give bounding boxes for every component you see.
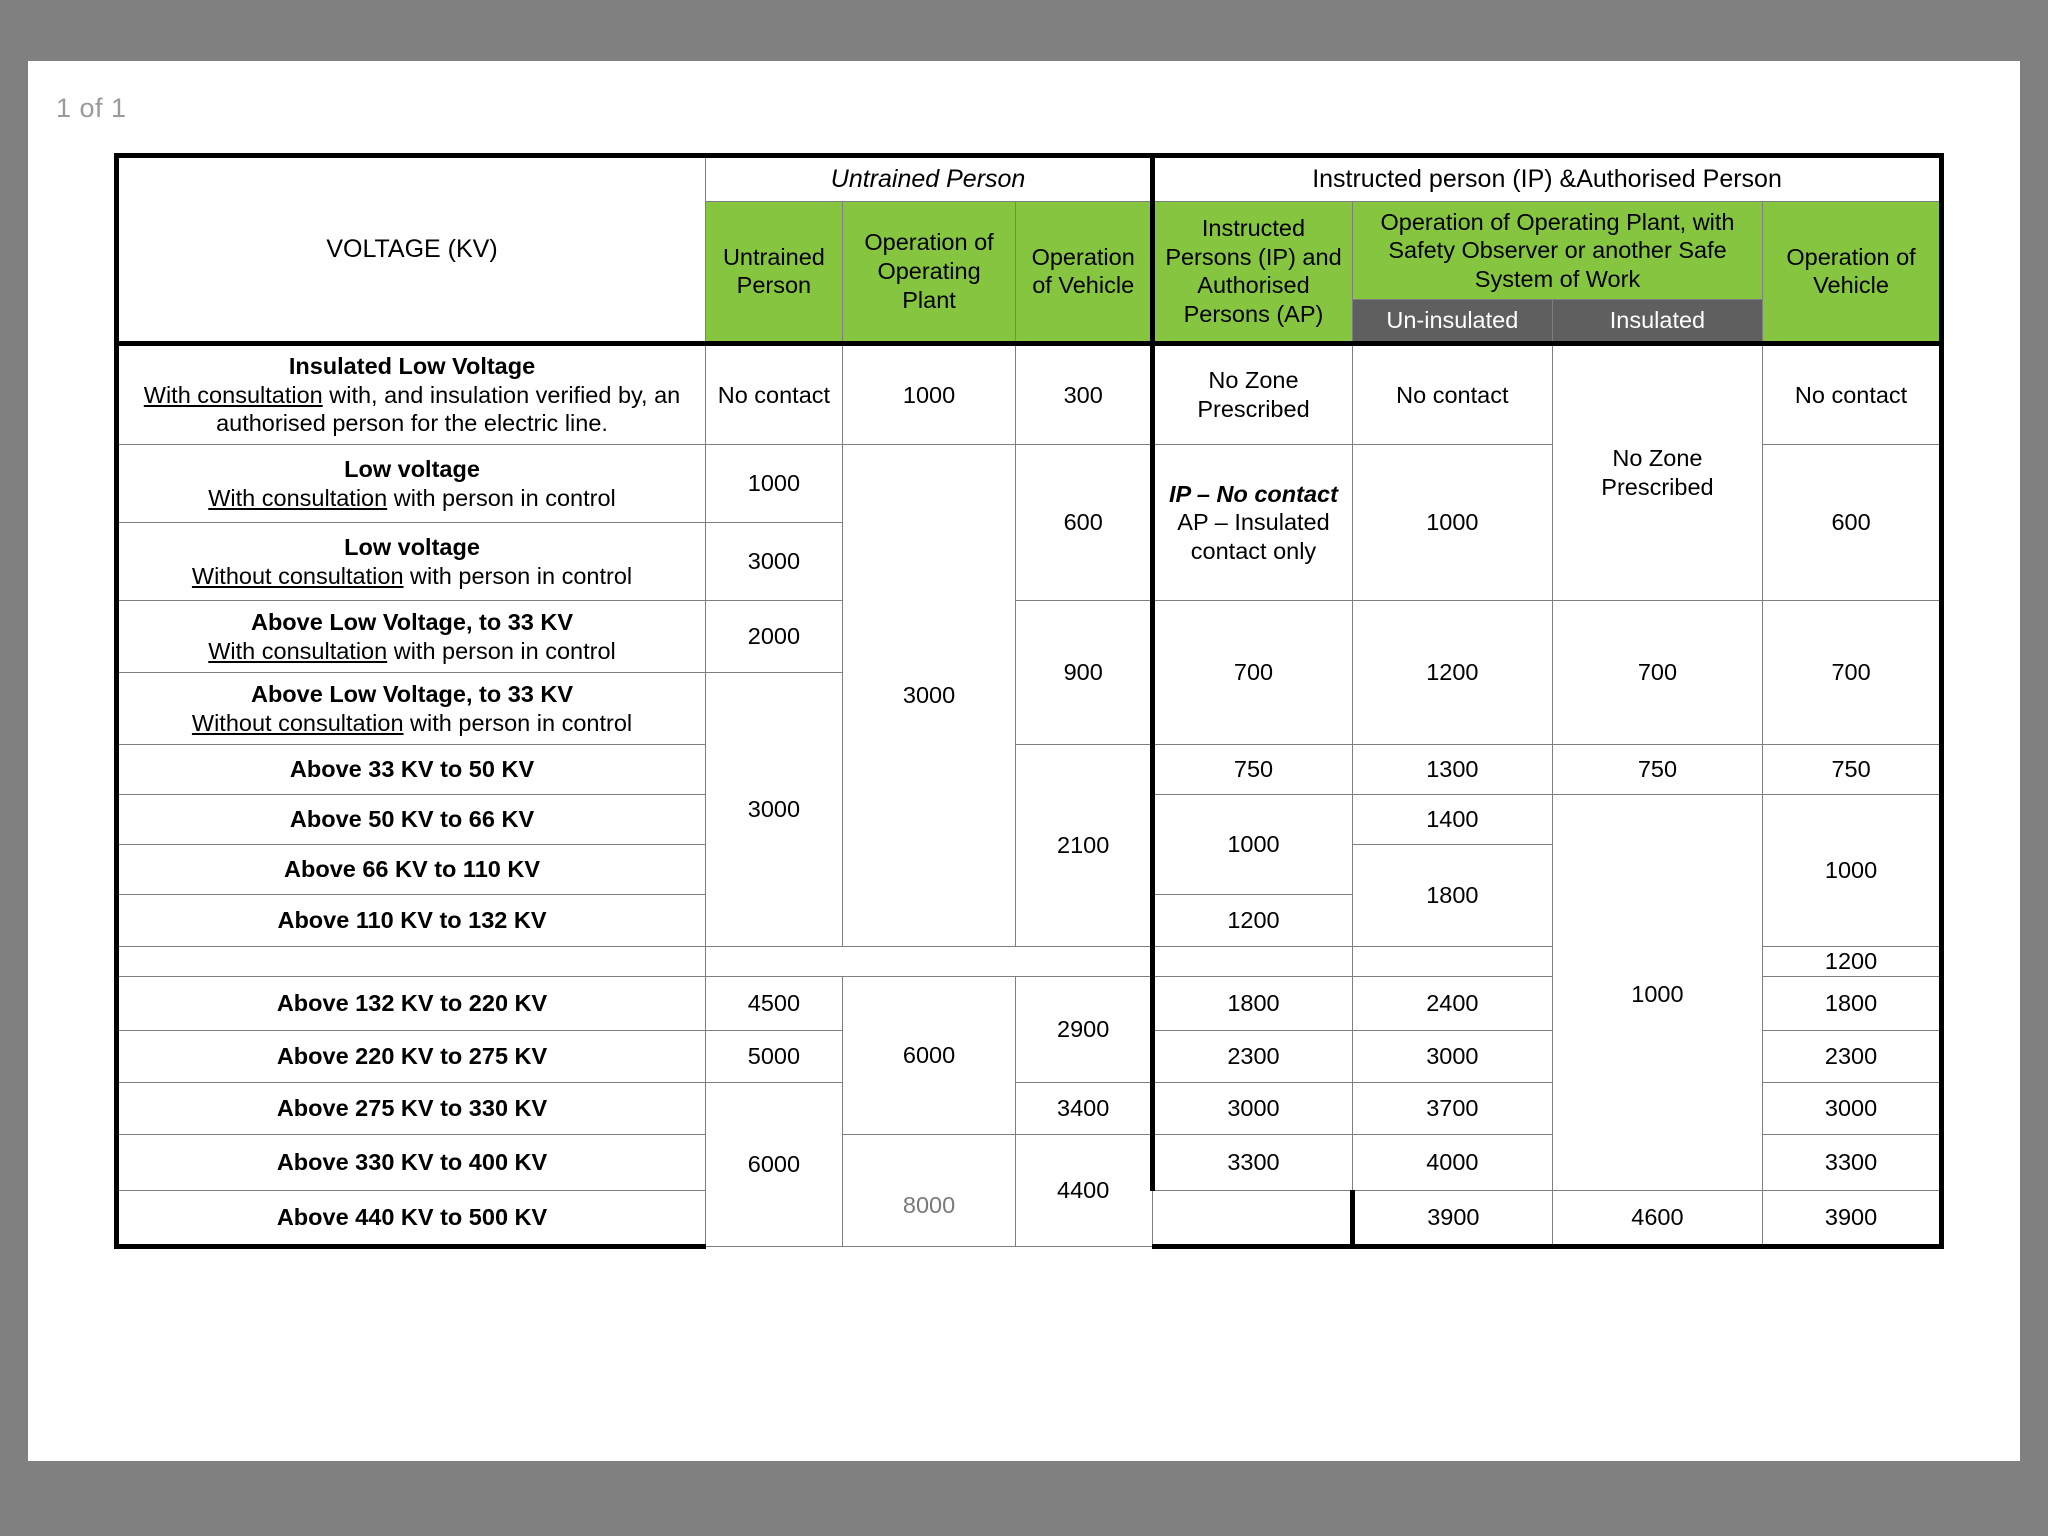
cell-plant-uninsulated-r10: 3000 (1352, 1030, 1552, 1082)
row-subtitle-underlined: With consultation (208, 637, 388, 664)
row-subtitle-underlined: Without consultation (191, 562, 404, 589)
group-header-untrained-person: Untrained Person (706, 156, 1153, 202)
cell-ip-ap-r5: 750 (1153, 745, 1353, 795)
row-label-above-lv-33kv-with-consultation (117, 601, 706, 673)
row-title: Above Low Voltage, to 33 KV (250, 608, 574, 635)
cell-ip-ap-r11: 3000 (1153, 1082, 1353, 1134)
cell-plant-insulated-r0-r2: No Zone Prescribed (1552, 344, 1762, 601)
subcol-header-un-insulated: Un-insulated (1352, 300, 1552, 344)
cell-ip-ap-r6-r7: 1000 (1153, 795, 1353, 895)
row-subtitle-underlined: With consultation (143, 381, 323, 408)
cell-untrained-vehicle-r5-r8: 2100 (1016, 745, 1153, 947)
cell-untrained-plant-r1-r8: 3000 (842, 445, 1016, 947)
col-header-untrained-operating-plant: Operation of Operating Plant (842, 201, 1016, 344)
cell-ip-ap-r13: 3900 (1352, 1190, 1552, 1246)
cell-ip-vehicle-r12: 3300 (1763, 1134, 1942, 1190)
cell-ip-vehicle-r9: 1800 (1763, 976, 1942, 1030)
cell-plant-insulated-r6-r13: 1000 (1552, 795, 1762, 1191)
cell-ip-ap-r1-r2 (1153, 445, 1353, 601)
cell-plant-insulated-r5: 750 (1552, 745, 1762, 795)
document-page (28, 61, 2020, 1461)
row-subtitle (126, 381, 698, 438)
cell-ip-vehicle-r10: 2300 (1763, 1030, 1942, 1082)
cell-untrained-vehicle-r3-r4: 900 (1016, 601, 1153, 745)
cell-plant-insulated-r3-r4: 700 (1552, 601, 1762, 745)
cell-plant-uninsulated-r7-r8: 1800 (1352, 845, 1552, 947)
row-title: Above 110 KV to 132 KV (277, 907, 547, 934)
row-label-above-33kv-50kv (117, 745, 706, 795)
col-header-operating-plant-safety-observer: Operation of Operating Plant, with Safety Observer or another Safe System of Work (1352, 201, 1762, 300)
cell-ip-ap-r0: No Zone Prescribed (1153, 344, 1353, 445)
row-title: Insulated Low Voltage (288, 353, 536, 380)
ip-no-contact-line: IP – No contact (1169, 480, 1338, 507)
row-label-above-50kv-66kv (117, 795, 706, 845)
row-label-above-132kv-220kv (117, 976, 706, 1030)
spacer-d (1153, 947, 1353, 977)
table-row (117, 344, 1942, 445)
corner-header-voltage: VOLTAGE (KV) (117, 156, 706, 344)
table-row (117, 601, 1942, 673)
cell-untrained-vehicle-r1-r2: 600 (1016, 445, 1153, 601)
cell-plant-uninsulated-r13: 4600 (1552, 1190, 1762, 1246)
cell-ip-ap-r13-left-spacer (1153, 1190, 1353, 1246)
table-row (117, 745, 1942, 795)
col-header-ip-vehicle: Operation of Vehicle (1763, 201, 1942, 344)
cell-ip-ap-r10: 2300 (1153, 1030, 1353, 1082)
cell-plant-uninsulated-r6: 1400 (1352, 795, 1552, 845)
col-header-untrained-person: Untrained Person (706, 201, 843, 344)
row-label-insulated-low-voltage (117, 344, 706, 445)
row-subtitle (126, 562, 698, 591)
cell-plant-uninsulated-r9: 2400 (1352, 976, 1552, 1030)
row-subtitle-rest: with person in control (403, 562, 633, 589)
cell-untrained-vehicle-r11: 3400 (1016, 1082, 1153, 1134)
cell-ip-vehicle-r11: 3000 (1763, 1082, 1942, 1134)
row-title: Low voltage (344, 455, 480, 482)
cell-untrained-person-r4-r8: 3000 (706, 673, 843, 947)
row-label-above-330kv-400kv (117, 1134, 706, 1190)
row-label-low-voltage-with-consultation (117, 445, 706, 523)
cell-untrained-vehicle-r12-r13: 4400 (1016, 1134, 1153, 1246)
cell-ip-vehicle-r3-r4: 700 (1763, 601, 1942, 745)
row-subtitle-rest: with person in control (387, 484, 616, 511)
page-indicator: 1 of 1 (56, 93, 127, 123)
cell-untrained-person-r2: 3000 (706, 523, 843, 601)
row-label-above-110kv-132kv (117, 895, 706, 947)
cell-untrained-person-r3: 2000 (706, 601, 843, 673)
row-label-above-lv-33kv-without-consultation (117, 673, 706, 745)
cell-plant-uninsulated-r5: 1300 (1352, 745, 1552, 795)
row-title: Above 330 KV to 400 KV (276, 1148, 548, 1175)
spacer-c (1016, 947, 1153, 977)
row-title: Above 220 KV to 275 KV (276, 1042, 548, 1069)
cell-untrained-person-r11-r13: 6000 (706, 1082, 843, 1246)
table-group-header-row (117, 156, 1942, 202)
row-label-above-66kv-110kv (117, 845, 706, 895)
cell-ip-vehicle-r6-r8: 1000 (1763, 795, 1942, 947)
cell-ip-vehicle-r5: 750 (1763, 745, 1942, 795)
cell-ip-ap-r3-r4: 700 (1153, 601, 1353, 745)
row-title: Low voltage (344, 533, 480, 560)
row-title: Above 33 KV to 50 KV (289, 756, 535, 783)
spacer-e (1352, 947, 1552, 977)
cell-untrained-person-r0: No contact (706, 344, 843, 445)
row-subtitle-rest: with person in control (387, 637, 616, 664)
row-title: Above 50 KV to 66 KV (289, 806, 535, 833)
ap-insulated-contact-line: AP – Insulated contact only (1177, 509, 1330, 564)
row-label-above-275kv-330kv (117, 1082, 706, 1134)
row-subtitle (126, 637, 698, 666)
spacer-b (842, 947, 1016, 977)
cell-untrained-plant-r9-r11: 6000 (842, 976, 1016, 1134)
electrical-safety-zones-table (114, 153, 1944, 1249)
row-title: Above 440 KV to 500 KV (276, 1203, 548, 1230)
cell-ip-ap-r12: 3300 (1153, 1134, 1353, 1190)
cell-plant-uninsulated-r1-r2: 1000 (1352, 445, 1552, 601)
row-subtitle-underlined: With consultation (208, 484, 388, 511)
cell-untrained-person-r9: 4500 (706, 976, 843, 1030)
row-title: Above 132 KV to 220 KV (276, 989, 548, 1016)
cell-ip-vehicle-r0: No contact (1763, 344, 1942, 445)
safety-zones-table-container (114, 153, 1944, 1249)
row-subtitle-rest: with, and insulation verified by, an authorised person for the electric line. (216, 381, 681, 437)
cell-plant-uninsulated-r3-r4: 1200 (1352, 601, 1552, 745)
cell-untrained-person-r10: 5000 (706, 1030, 843, 1082)
cell-ip-vehicle-r8b: 1200 (1763, 947, 1942, 977)
row-subtitle (126, 484, 698, 513)
col-header-instructed-authorised-persons: Instructed Persons (IP) and Authorised Persons (AP) (1153, 201, 1353, 344)
col-header-untrained-vehicle: Operation of Vehicle (1016, 201, 1153, 344)
subcol-header-insulated: Insulated (1552, 300, 1762, 344)
cell-ip-ap-r9: 1800 (1153, 976, 1353, 1030)
cell-ip-vehicle-r1-r2: 600 (1763, 445, 1942, 601)
cell-untrained-plant-r0: 1000 (842, 344, 1016, 445)
spacer-label (117, 947, 706, 977)
row-title: Above 275 KV to 330 KV (276, 1094, 548, 1121)
cell-plant-uninsulated-r11: 3700 (1352, 1082, 1552, 1134)
row-label-low-voltage-without-consultation (117, 523, 706, 601)
cell-plant-uninsulated-r0: No contact (1352, 344, 1552, 445)
cell-untrained-person-r1: 1000 (706, 445, 843, 523)
row-subtitle-underlined: Without consultation (191, 709, 404, 736)
row-title: Above 66 KV to 110 KV (284, 856, 541, 883)
row-subtitle-rest: with person in control (403, 709, 633, 736)
cell-untrained-plant-r12-r13: 8000 (842, 1134, 1016, 1246)
cell-untrained-vehicle-r9-r10: 2900 (1016, 976, 1153, 1082)
group-header-instructed-authorised: Instructed person (IP) &Authorised Person (1153, 156, 1942, 202)
row-label-above-220kv-275kv (117, 1030, 706, 1082)
cell-ip-ap-r8: 1200 (1153, 895, 1353, 947)
cell-untrained-vehicle-r0: 300 (1016, 344, 1153, 445)
spacer-a (706, 947, 843, 977)
row-label-above-440kv-500kv (117, 1190, 706, 1246)
cell-ip-vehicle-r13: 3900 (1763, 1190, 1942, 1246)
row-title: Above Low Voltage, to 33 KV (250, 680, 574, 707)
row-subtitle (126, 709, 698, 738)
cell-plant-uninsulated-r12: 4000 (1352, 1134, 1552, 1190)
